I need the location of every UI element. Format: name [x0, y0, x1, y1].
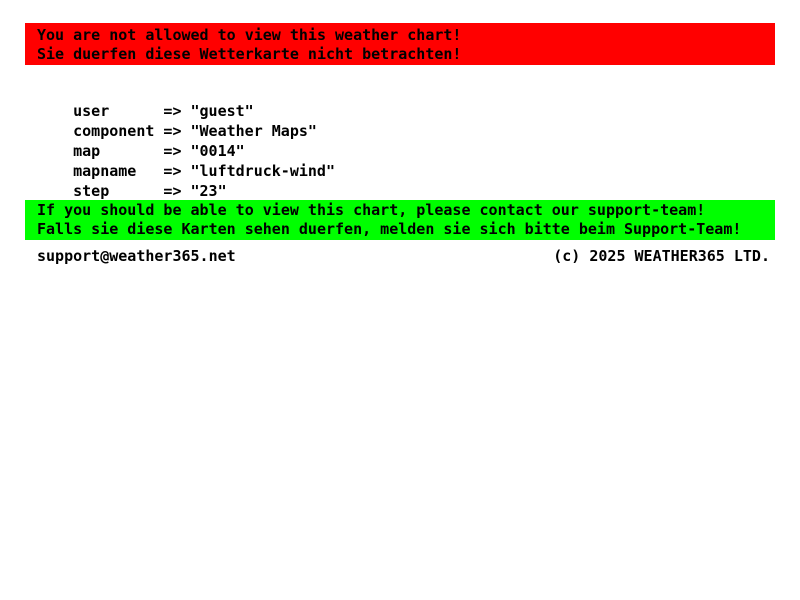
- arrow-glyph: =>: [163, 122, 182, 140]
- support-banner: [25, 200, 775, 240]
- detail-key: component: [73, 122, 155, 140]
- footer: [37, 246, 770, 266]
- arrow-glyph: =>: [163, 162, 182, 180]
- detail-key: step: [73, 182, 110, 200]
- detail-key: map: [73, 142, 101, 160]
- detail-row-user: [37, 81, 335, 120]
- copyright-notice: (c) 2025 WEATHER365 LTD.: [553, 247, 770, 265]
- detail-value: "guest": [190, 102, 254, 120]
- detail-key: user: [73, 102, 110, 120]
- request-details: [37, 81, 335, 200]
- error-message-de: Sie duerfen diese Wetterkarte nicht betrachten!: [37, 45, 462, 63]
- detail-value: "Weather Maps": [190, 122, 317, 140]
- detail-value: "luftdruck-wind": [190, 162, 335, 180]
- support-message-en: If you should be able to view this chart, please contact our support-team!: [37, 201, 706, 219]
- arrow-glyph: =>: [163, 102, 182, 120]
- detail-key: mapname: [73, 162, 137, 180]
- error-message-en: You are not allowed to view this weather chart!: [37, 26, 462, 44]
- detail-value: "0014": [190, 142, 245, 160]
- error-banner: [25, 23, 775, 65]
- arrow-glyph: =>: [163, 182, 182, 200]
- detail-value: "23": [190, 182, 227, 200]
- support-email: support@weather365.net: [37, 247, 236, 265]
- arrow-glyph: =>: [163, 142, 182, 160]
- support-message-de: Falls sie diese Karten sehen duerfen, melden sie sich bitte beim Support-Team!: [37, 220, 742, 238]
